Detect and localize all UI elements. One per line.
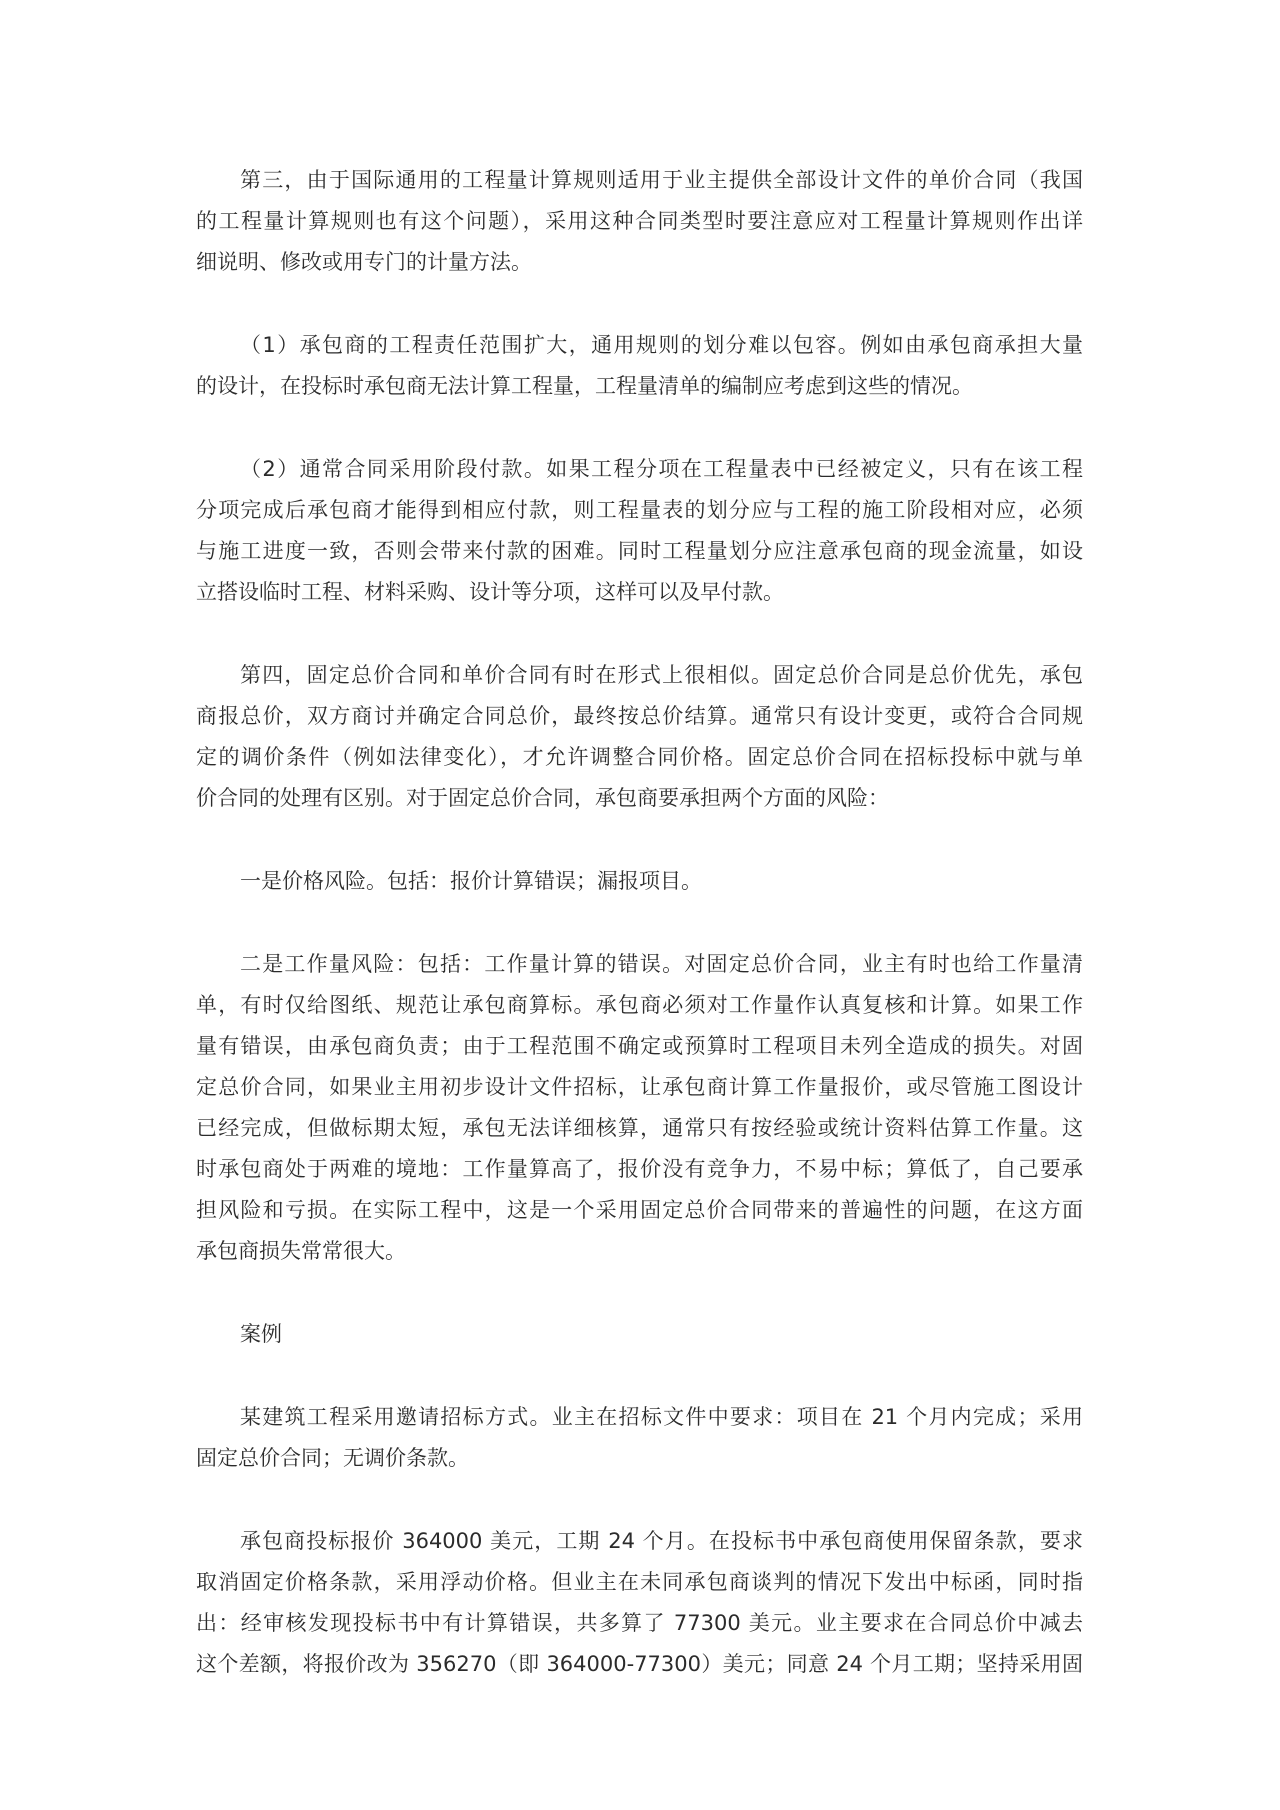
text-line: 价合同的处理有区别。对于固定总价合同，承包商要承担两个方面的风险： xyxy=(196,786,889,810)
text-line: （1）承包商的工程责任范围扩大，通用规则的划分难以包容。例如由承包商承担大量 xyxy=(240,333,1083,357)
paragraph xyxy=(196,1314,1083,1355)
text-line: 与施工进度一致，否则会带来付款的困难。同时工程量划分应注意承包商的现金流量，如设 xyxy=(196,539,1083,563)
text-line: 时承包商处于两难的境地：工作量算高了，报价没有竞争力，不易中标；算低了，自己要承 xyxy=(196,1157,1083,1181)
text-line: 已经完成，但做标期太短，承包无法详细核算，通常只有按经验或统计资料估算工作量。这 xyxy=(196,1116,1083,1140)
text-line: 第四，固定总价合同和单价合同有时在形式上很相似。固定总价合同是总价优先，承包 xyxy=(240,663,1083,687)
text-line: 的工程量计算规则也有这个问题），采用这种合同类型时要注意应对工程量计算规则作出详 xyxy=(196,209,1083,233)
text-line: 固定总价合同；无调价条款。 xyxy=(196,1446,469,1470)
paragraph xyxy=(196,1521,1083,1685)
text-line: 立搭设临时工程、材料采购、设计等分项，这样可以及早付款。 xyxy=(196,580,784,604)
text-line: 承包商投标报价 364000 美元，工期 24 个月。在投标书中承包商使用保留条款，要求 xyxy=(240,1529,1083,1553)
text-line: 定的调价条件（例如法律变化），才允许调整合同价格。固定总价合同在招标投标中就与单 xyxy=(196,745,1083,769)
text-line: 单，有时仅给图纸、规范让承包商算标。承包商必须对工作量作认真复核和计算。如果工作 xyxy=(196,993,1083,1017)
text-line: 取消固定价格条款，采用浮动价格。但业主在未同承包商谈判的情况下发出中标函，同时指 xyxy=(196,1570,1083,1594)
paragraph xyxy=(196,655,1083,819)
text-line: 商报总价，双方商讨并确定合同总价，最终按总价结算。通常只有设计变更，或符合合同规 xyxy=(196,704,1083,728)
text-line: 二是工作量风险：包括：工作量计算的错误。对固定总价合同，业主有时也给工作量清 xyxy=(240,952,1083,976)
text-line: 案例 xyxy=(240,1322,282,1346)
paragraph xyxy=(196,944,1083,1272)
text-line: 这个差额，将报价改为 356270（即 364000-77300）美元；同意 24 个月工期；坚持采用固 xyxy=(196,1652,1083,1676)
text-line: 定总价合同，如果业主用初步设计文件招标，让承包商计算工作量报价，或尽管施工图设计 xyxy=(196,1075,1083,1099)
paragraph xyxy=(196,160,1083,283)
text-line: 细说明、修改或用专门的计量方法。 xyxy=(196,250,532,274)
paragraph xyxy=(196,449,1083,613)
text-line: 的设计，在投标时承包商无法计算工程量，工程量清单的编制应考虑到这些的情况。 xyxy=(196,374,973,398)
document-page xyxy=(196,160,1083,1727)
paragraph xyxy=(196,861,1083,902)
text-line: 某建筑工程采用邀请招标方式。业主在招标文件中要求：项目在 21 个月内完成；采用 xyxy=(240,1405,1083,1429)
text-line: 承包商损失常常很大。 xyxy=(196,1239,406,1263)
paragraph xyxy=(196,1397,1083,1479)
paragraph xyxy=(196,325,1083,407)
text-line: 担风险和亏损。在实际工程中，这是一个采用固定总价合同带来的普遍性的问题，在这方面 xyxy=(196,1198,1083,1222)
text-line: 一是价格风险。包括：报价计算错误；漏报项目。 xyxy=(240,869,702,893)
text-line: 分项完成后承包商才能得到相应付款，则工程量表的划分应与工程的施工阶段相对应，必须 xyxy=(196,498,1083,522)
text-line: 量有错误，由承包商负责；由于工程范围不确定或预算时工程项目未列全造成的损失。对固 xyxy=(196,1034,1083,1058)
text-line: 出：经审核发现投标书中有计算错误，共多算了 77300 美元。业主要求在合同总价中减去 xyxy=(196,1611,1083,1635)
text-line: 第三，由于国际通用的工程量计算规则适用于业主提供全部设计文件的单价合同（我国 xyxy=(240,168,1083,192)
text-line: （2）通常合同采用阶段付款。如果工程分项在工程量表中已经被定义，只有在该工程 xyxy=(240,457,1083,481)
